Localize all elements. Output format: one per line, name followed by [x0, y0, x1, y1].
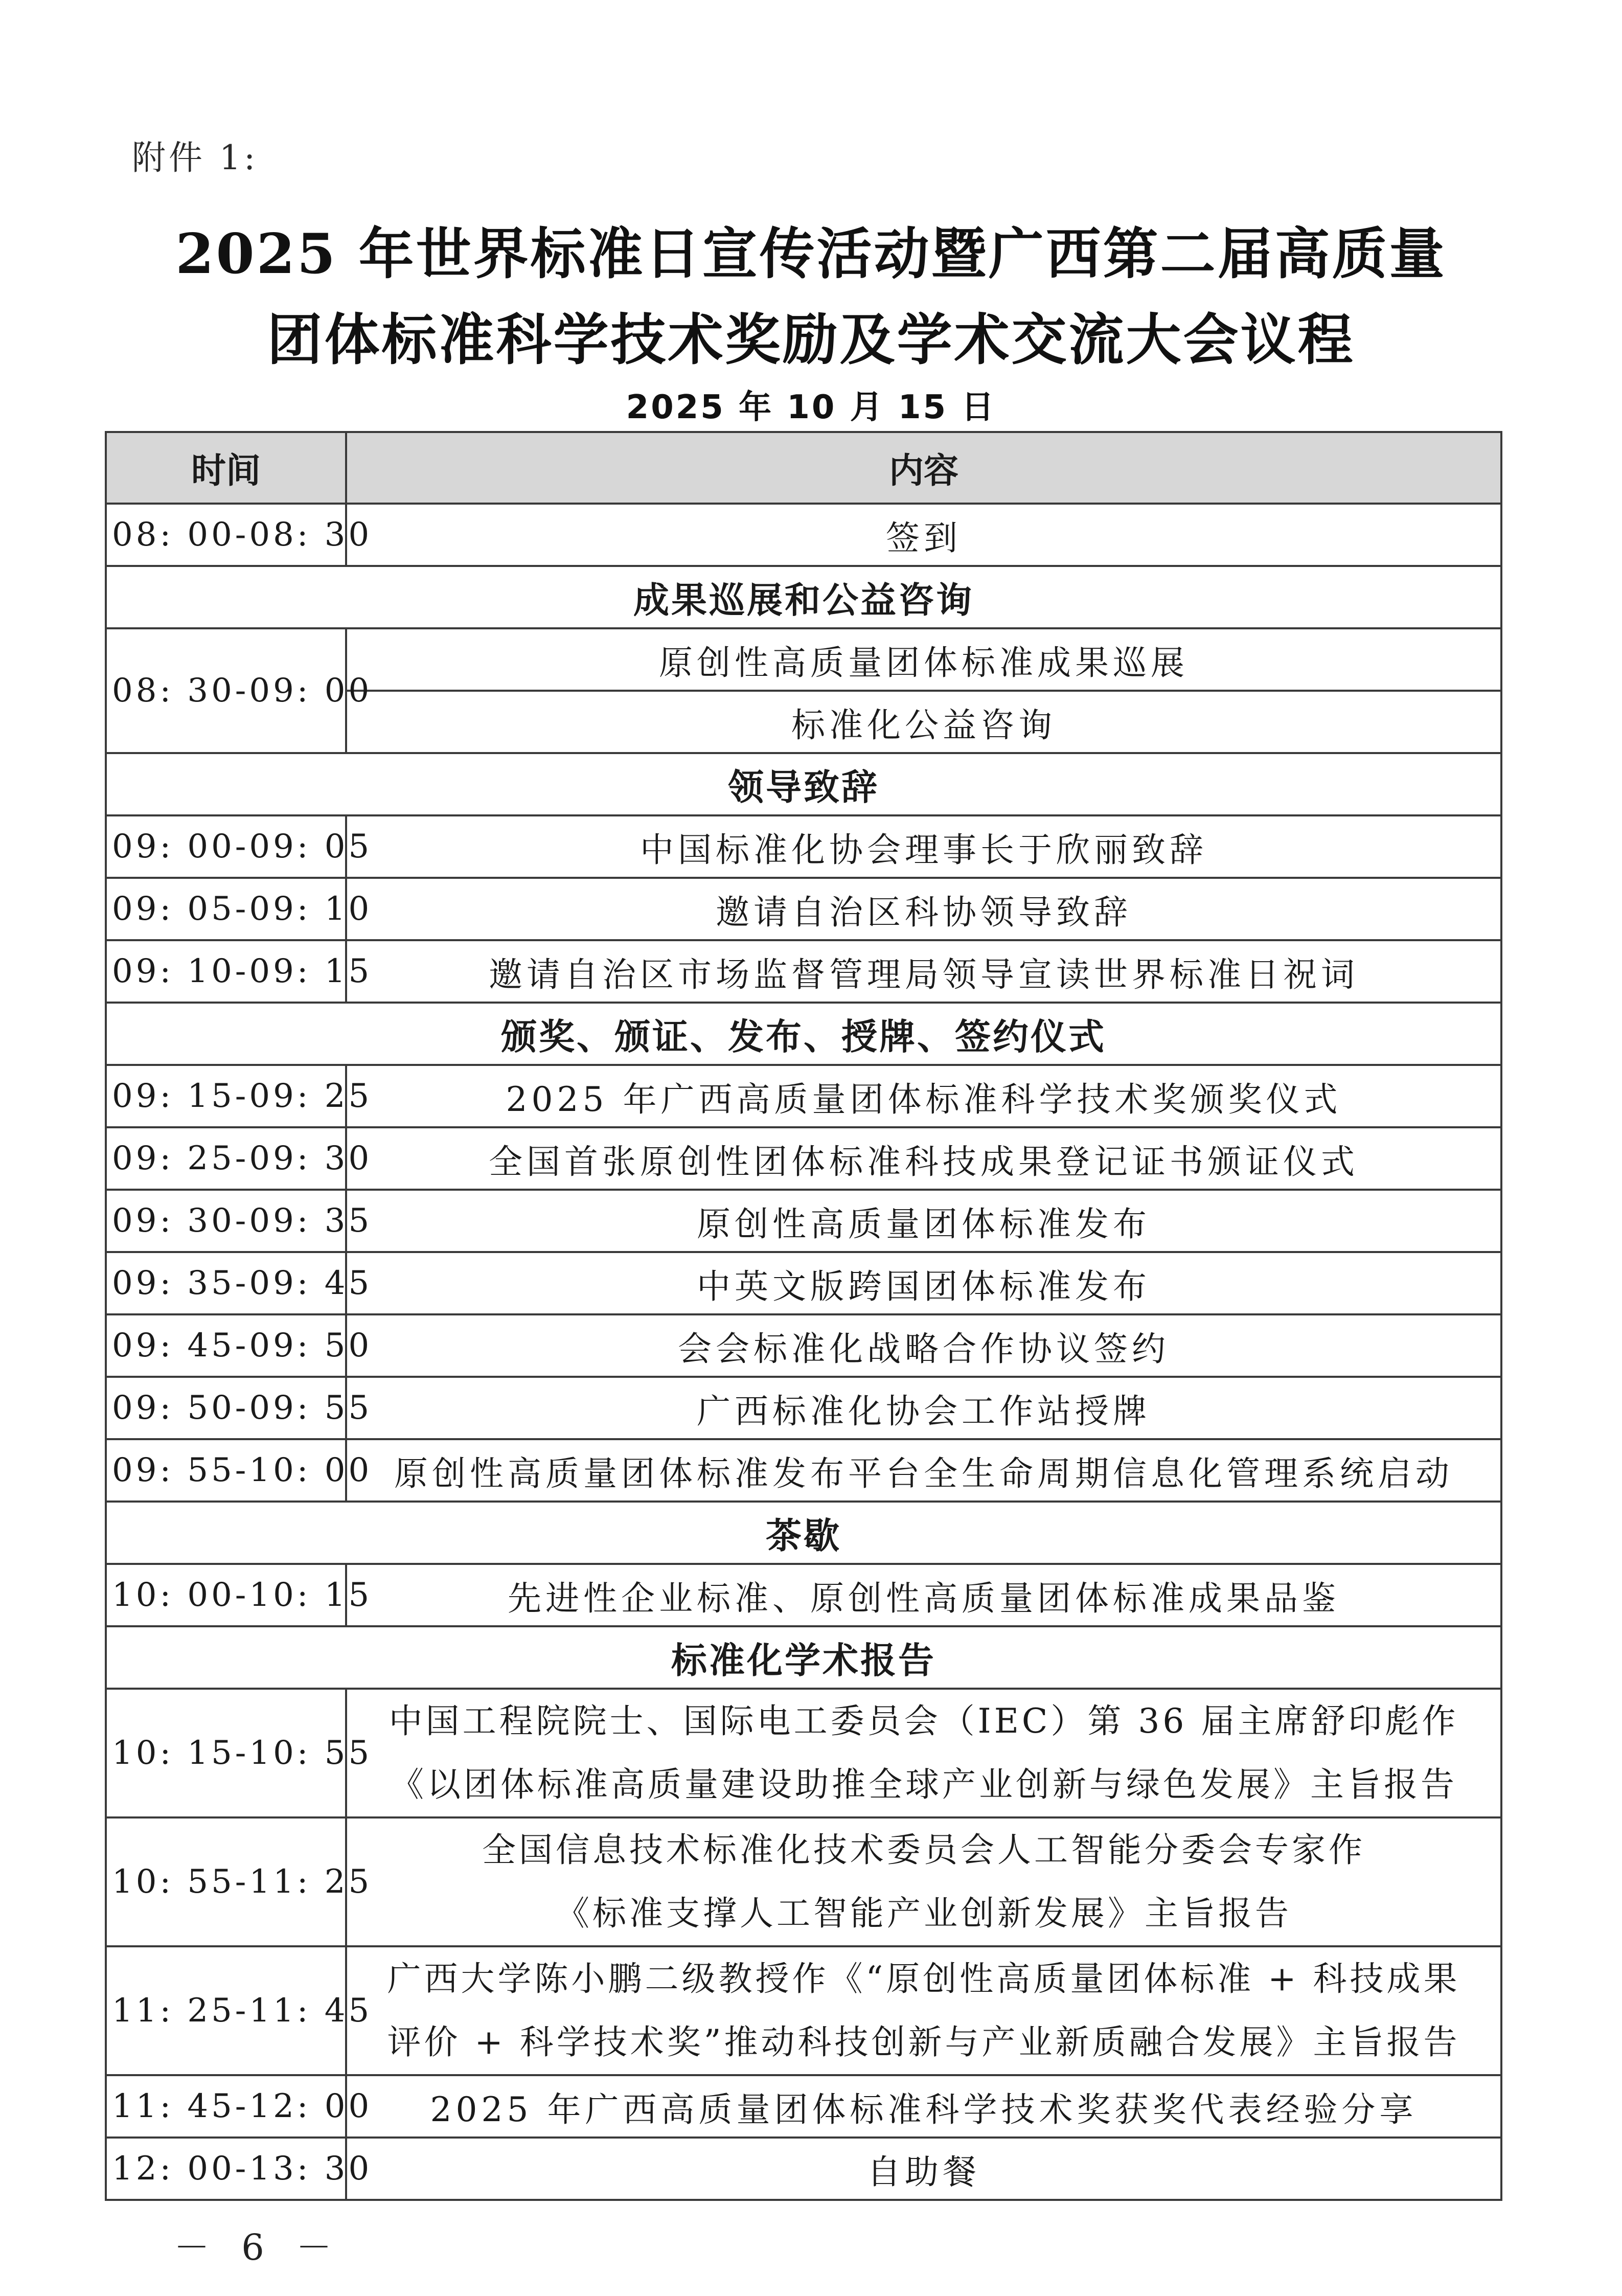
- row-time: 10: 55-11: 25: [106, 1817, 346, 1946]
- agenda-table: [105, 431, 1502, 2201]
- agenda-date: 2025 年 10 月 15 日: [626, 389, 996, 426]
- table-row: [106, 878, 1501, 940]
- table-row: [106, 815, 1501, 878]
- row-time: 11: 45-12: 00: [106, 2075, 346, 2138]
- row-content: 邀请自治区科协领导致辞: [346, 878, 1501, 940]
- row-time: 09: 50-09: 55: [106, 1377, 346, 1439]
- content-line-2: 《标准支撑人工智能产业创新发展》主旨报告: [556, 1894, 1292, 1933]
- title-line-2: 团体标准科学技术奖励及学术交流大会议程: [267, 308, 1355, 372]
- table-row: [106, 1377, 1501, 1439]
- row-time: 10: 00-10: 15: [106, 1564, 346, 1626]
- table-row: [106, 628, 1501, 691]
- section-title: 标准化学术报告: [106, 1626, 1501, 1689]
- table-row: [106, 1564, 1501, 1626]
- section-title: 茶歇: [106, 1502, 1501, 1564]
- row-time: 09: 30-09: 35: [106, 1190, 346, 1252]
- row-content: 签到: [346, 504, 1501, 566]
- row-content: [346, 1946, 1501, 2075]
- section-title: 颁奖、颁证、发布、授牌、签约仪式: [106, 1003, 1501, 1065]
- row-time: 09: 05-09: 10: [106, 878, 346, 940]
- row-time: 09: 55-10: 00: [106, 1439, 346, 1502]
- section-row: [106, 566, 1501, 628]
- content-line-1: 中国工程院院士、国际电工委员会（IEC）第 36 届主席舒印彪作: [389, 1701, 1459, 1741]
- row-time: 12: 00-13: 30: [106, 2138, 346, 2200]
- row-time: 09: 35-09: 45: [106, 1252, 346, 1314]
- table-row: [106, 1190, 1501, 1252]
- header-content: 内容: [346, 432, 1501, 504]
- table-row: [106, 2075, 1501, 2138]
- header-time: 时间: [106, 432, 346, 504]
- row-content: 自助餐: [346, 2138, 1501, 2200]
- row-content: 2025 年广西高质量团体标准科学技术奖获奖代表经验分享: [346, 2075, 1501, 2138]
- row-content: 中国标准化协会理事长于欣丽致辞: [346, 815, 1501, 878]
- table-row: [106, 1689, 1501, 1817]
- row-time: 09: 10-09: 15: [106, 940, 346, 1003]
- content-line-1: 广西大学陈小鹏二级教授作《“原创性高质量团体标准 + 科技成果: [387, 1959, 1460, 1998]
- row-time: 08: 00-08: 30: [106, 504, 346, 566]
- table-row: [106, 1439, 1501, 1502]
- row-content: 原创性高质量团体标准发布平台全生命周期信息化管理系统启动: [346, 1439, 1501, 1502]
- content-line-2: 评价 + 科学技术奖”推动科技创新与产业新质融合发展》主旨报告: [387, 2022, 1460, 2062]
- section-row: [106, 1626, 1501, 1689]
- row-time: 08: 30-09: 00: [106, 628, 346, 753]
- section-row: [106, 753, 1501, 815]
- table-row: [106, 1314, 1501, 1377]
- row-content: [346, 1689, 1501, 1817]
- row-time: 09: 00-09: 05: [106, 815, 346, 878]
- row-time: 10: 15-10: 55: [106, 1689, 346, 1817]
- table-row: [106, 1946, 1501, 2075]
- section-title: 领导致辞: [106, 753, 1501, 815]
- table-row: [106, 1127, 1501, 1190]
- table-row: [106, 1252, 1501, 1314]
- row-content: [346, 1817, 1501, 1946]
- table-row: [106, 940, 1501, 1003]
- title-line-1: 2025 年世界标准日宣传活动暨广西第二届高质量: [175, 222, 1447, 286]
- content-line-2: 《以团体标准高质量建设助推全球产业创新与绿色发展》主旨报告: [390, 1765, 1457, 1804]
- table-row: [106, 504, 1501, 566]
- row-content: 原创性高质量团体标准成果巡展: [346, 628, 1501, 691]
- row-content: 2025 年广西高质量团体标准科学技术奖颁奖仪式: [346, 1065, 1501, 1127]
- row-time: 09: 45-09: 50: [106, 1314, 346, 1377]
- table-row: [106, 1065, 1501, 1127]
- row-content: 会会标准化战略合作协议签约: [346, 1314, 1501, 1377]
- section-row: [106, 1502, 1501, 1564]
- row-content: 先进性企业标准、原创性高质量团体标准成果品鉴: [346, 1564, 1501, 1626]
- page-number: － 6 －: [174, 2226, 342, 2268]
- row-time: 09: 25-09: 30: [106, 1127, 346, 1190]
- row-content: 邀请自治区市场监督管理局领导宣读世界标准日祝词: [346, 940, 1501, 1003]
- row-time: 11: 25-11: 45: [106, 1946, 346, 2075]
- row-content: 原创性高质量团体标准发布: [346, 1190, 1501, 1252]
- table-row: [106, 2138, 1501, 2200]
- section-row: [106, 1003, 1501, 1065]
- attachment-label: 附件 1:: [132, 138, 259, 177]
- content-line-1: 全国信息技术标准化技术委员会人工智能分委会专家作: [482, 1830, 1365, 1870]
- row-content: 广西标准化协会工作站授牌: [346, 1377, 1501, 1439]
- table-header-row: [106, 432, 1501, 504]
- row-content: 标准化公益咨询: [346, 691, 1501, 753]
- row-content: 中英文版跨国团体标准发布: [346, 1252, 1501, 1314]
- row-time: 09: 15-09: 25: [106, 1065, 346, 1127]
- section-title: 成果巡展和公益咨询: [106, 566, 1501, 628]
- table-row: [106, 1817, 1501, 1946]
- row-content: 全国首张原创性团体标准科技成果登记证书颁证仪式: [346, 1127, 1501, 1190]
